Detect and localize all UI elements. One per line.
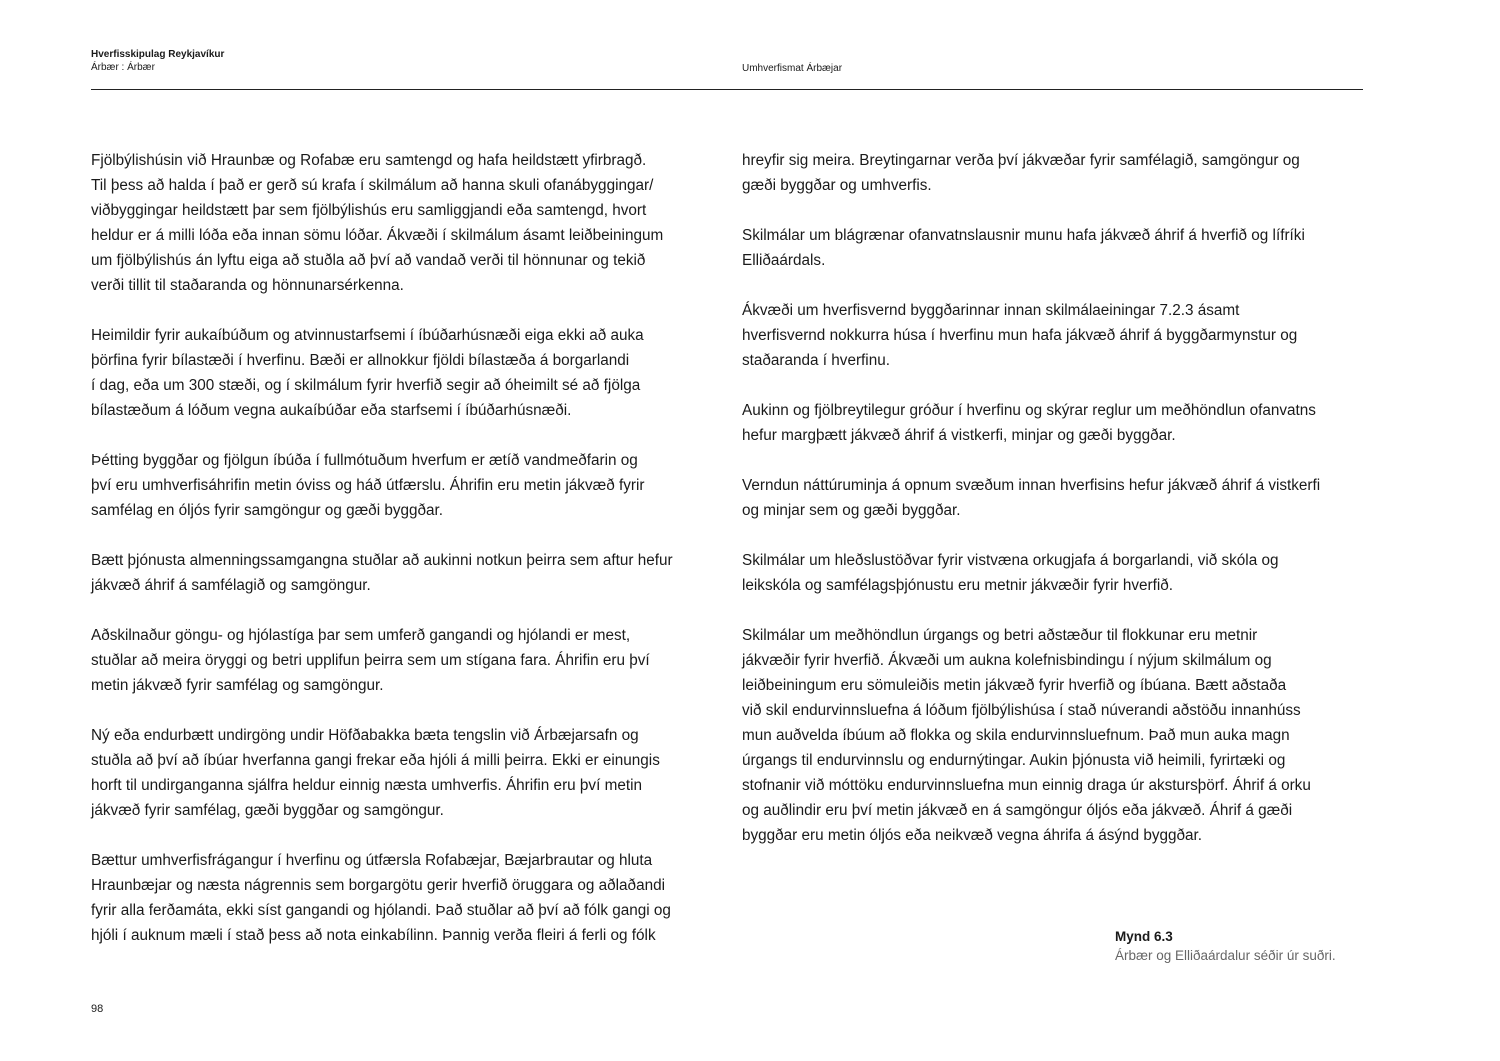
paragraph [742, 223, 1382, 273]
caption-title: Mynd 6.3 [1115, 929, 1173, 944]
text-line: viðbyggingar heildstætt þar sem fjölbýlishús eru samliggjandi eða samtengd, hvort [91, 202, 647, 219]
paragraph [91, 848, 731, 948]
paragraph [91, 623, 731, 698]
text-line: Ný eða endurbætt undirgöng undir Höfðabakka bæta tengslin við Árbæjarsafn og [91, 727, 639, 744]
text-line: um fjölbýlishús án lyftu eiga að stuðla að því að vandað verði til hönnunar og tekið [91, 252, 646, 269]
text-line: horft til undirganganna sjálfra heldur einnig næsta umhverfis. Áhrifin eru því metin [91, 777, 642, 794]
figure-caption [1115, 927, 1336, 965]
text-line: Aukinn og fjölbreytilegur gróður í hverfinu og skýrar reglur um meðhöndlun ofanvatns [742, 402, 1316, 419]
text-line: Verndun náttúruminja á opnum svæðum innan hverfisins hefur jákvæð áhrif á vistkerfi [742, 477, 1321, 494]
paragraph [91, 148, 731, 298]
paragraph [742, 298, 1382, 373]
text-line: Heimildir fyrir aukaíbúðum og atvinnustarfsemi í íbúðarhúsnæði eiga ekki að auka [91, 327, 644, 344]
text-line: Ákvæði um hverfisvernd byggðarinnar innan skilmálaeiningar 7.2.3 ásamt [742, 302, 1240, 319]
text-line: jákvæðir fyrir hverfið. Ákvæði um aukna kolefnisbindingu í nýjum skilmálum og [742, 652, 1272, 669]
caption-text: Árbær og Elliðaárdalur séðir úr suðri. [1115, 948, 1336, 963]
text-line: Aðskilnaður göngu- og hjólastíga þar sem umferð gangandi og hjólandi er mest, [91, 627, 631, 644]
text-line: heldur er á milli lóða eða innan sömu lóðar. Ákvæði í skilmálum ásamt leiðbeiningum [91, 227, 664, 244]
text-line: byggðar eru metin óljós eða neikvæð vegna áhrifa á ásýnd byggðar. [742, 827, 1203, 844]
text-line: Hraunbæjar og næsta nágrennis sem borgargötu gerir hverfið öruggara og aðlaðandi [91, 877, 665, 894]
text-line: Skilmálar um meðhöndlun úrgangs og betri aðstæður til flokkunar eru metnir [742, 627, 1258, 644]
text-line: og minjar sem og gæði byggðar. [742, 502, 961, 519]
paragraph [742, 473, 1382, 523]
text-line: Bættur umhverfisfrágangur í hverfinu og útfærsla Rofabæjar, Bæjarbrautar og hluta [91, 852, 653, 869]
paragraph [91, 548, 731, 598]
text-line: í dag, eða um 300 stæði, og í skilmálum fyrir hverfið segir að óheimilt sé að fjölga [91, 377, 641, 394]
text-line: stuðlar að meira öryggi og betri upplifun þeirra sem um stígana fara. Áhrifin eru því [91, 652, 650, 669]
text-line: bílastæðum á lóðum vegna aukaíbúðar eða starfsemi í íbúðarhúsnæði. [91, 402, 572, 419]
text-line: Skilmálar um blágrænar ofanvatnslausnir munu hafa jákvæð áhrif á hverfið og lífríki [742, 227, 1305, 244]
text-line: gæði byggðar og umhverfis. [742, 177, 932, 194]
text-line: samfélag en óljós fyrir samgöngur og gæði byggðar. [91, 502, 444, 519]
text-line: hjóli í auknum mæli í stað þess að nota einkabílinn. Þannig verða fleiri á ferli og fólk [91, 927, 656, 944]
text-line: Elliðaárdals. [742, 252, 826, 269]
paragraph [91, 448, 731, 523]
text-line: stofnanir við móttöku endurvinnsluefna mun einnig draga úr akstursþörf. Áhrif á orku [742, 777, 1311, 794]
paragraph [742, 548, 1382, 598]
text-line: Fjölbýlishúsin við Hraunbæ og Rofabæ eru samtengd og hafa heildstætt yfirbragð. [91, 152, 647, 169]
section-title: Umhverfismat Árbæjar [742, 63, 843, 74]
paragraph [91, 723, 731, 823]
text-line: úrgangs til endurvinnslu og endurnýtingar. Aukin þjónusta við heimili, fyrirtæki og [742, 752, 1286, 769]
text-line: jákvæð fyrir samfélag, gæði byggðar og samgöngur. [91, 802, 444, 819]
text-line: Til þess að halda í það er gerð sú krafa í skilmálum að hanna skuli ofanábyggingar/ [91, 177, 654, 194]
text-line: Bætt þjónusta almenningssamgangna stuðlar að aukinni notkun þeirra sem aftur hefur [91, 552, 673, 569]
document-title: Hverfisskipulag Reykjavíkur [91, 49, 225, 60]
right-text-column [742, 148, 1382, 873]
paragraph [91, 323, 731, 423]
text-line: mun auðvelda íbúum að flokka og skila endurvinnsluefnum. Það mun auka magn [742, 727, 1290, 744]
header-divider [91, 89, 1363, 90]
text-line: við skil endurvinnsluefna á lóðum fjölbýlishúsa í stað núverandi aðstöðu innanhúss [742, 702, 1301, 719]
text-line: hefur margþætt jákvæð áhrif á vistkerfi, minjar og gæði byggðar. [742, 427, 1176, 444]
paragraph [742, 623, 1382, 848]
text-line: hverfisvernd nokkurra húsa í hverfinu mun hafa jákvæð áhrif á byggðarmynstur og [742, 327, 1298, 344]
left-text-column [91, 148, 731, 973]
document-subtitle: Árbær : Árbær [91, 62, 155, 73]
paragraph [742, 148, 1382, 198]
text-line: staðaranda í hverfinu. [742, 352, 890, 369]
text-line: leiðbeiningum eru sömuleiðis metin jákvæð fyrir hverfið og íbúana. Bætt aðstaða [742, 677, 1287, 694]
text-line: þörfina fyrir bílastæði í hverfinu. Bæði er allnokkur fjöldi bílastæða á borgarlandi [91, 352, 630, 369]
text-line: fyrir alla ferðamáta, ekki síst gangandi og hjólandi. Það stuðlar að því að fólk gangi og [91, 902, 671, 919]
page-number: 98 [91, 1003, 104, 1015]
text-line: metin jákvæð fyrir samfélag og samgöngur. [91, 677, 384, 694]
text-line: stuðla að því að íbúar hverfanna gangi frekar eða hjóli á milli þeirra. Ekki er einungis [91, 752, 660, 769]
text-line: verði tillit til staðaranda og hönnunarsérkenna. [91, 277, 404, 294]
text-line: því eru umhverfisáhrifin metin óviss og háð útfærslu. Áhrifin eru metin jákvæð fyrir [91, 477, 645, 494]
text-line: leikskóla og samfélagsþjónustu eru metnir jákvæðir fyrir hverfið. [742, 577, 1174, 594]
text-line: Þétting byggðar og fjölgun íbúða í fullmótuðum hverfum er ætíð vandmeðfarin og [91, 452, 638, 469]
text-line: Skilmálar um hleðslustöðvar fyrir vistvæna orkugjafa á borgarlandi, við skóla og [742, 552, 1279, 569]
text-line: hreyfir sig meira. Breytingarnar verða því jákvæðar fyrir samfélagið, samgöngur og [742, 152, 1300, 169]
paragraph [742, 398, 1382, 448]
text-line: jákvæð áhrif á samfélagið og samgöngur. [91, 577, 371, 594]
text-line: og auðlindir eru því metin jákvæð en á samgöngur óljós eða jákvæð. Áhrif á gæði [742, 802, 1293, 819]
